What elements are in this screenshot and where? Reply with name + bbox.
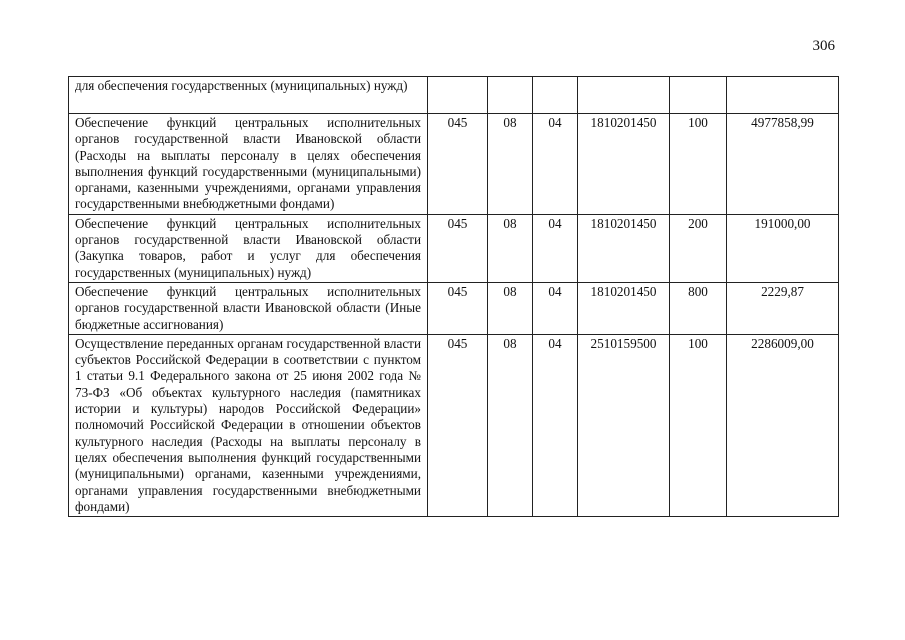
target-article-code: 1810201450 (578, 114, 670, 215)
amount-value: 2229,87 (727, 282, 839, 334)
ministry-code: 045 (428, 114, 488, 215)
target-article-code: 2510159500 (578, 334, 670, 516)
budget-table (68, 76, 839, 517)
amount-value: 2286009,00 (727, 334, 839, 516)
subsection-code: 04 (533, 282, 578, 334)
amount-value (727, 77, 839, 114)
table-row (69, 334, 839, 516)
ministry-code: 045 (428, 282, 488, 334)
amount-value: 4977858,99 (727, 114, 839, 215)
target-article-code (578, 77, 670, 114)
table-row (69, 282, 839, 334)
ministry-code: 045 (428, 334, 488, 516)
expense-type-code: 100 (670, 114, 727, 215)
subsection-code: 04 (533, 214, 578, 282)
page-number: 306 (812, 38, 835, 54)
section-code (488, 77, 533, 114)
table-row (69, 77, 839, 114)
subsection-code: 04 (533, 114, 578, 215)
section-code: 08 (488, 214, 533, 282)
section-code: 08 (488, 114, 533, 215)
row-description: Обеспечение функций центральных исполнительных органов государственной власти Ивановской области (Закупка товаров, работ и услуг для обеспечения государственных (муниципальных) нужд) (69, 214, 428, 282)
expense-type-code: 100 (670, 334, 727, 516)
section-code: 08 (488, 282, 533, 334)
row-description: Осуществление переданных органам государственной власти субъектов Российской Федерации в соответствии с пунктом 1 статьи 9.1 Федерального закона от 25 июня 2002 года № 73-ФЗ «Об объектах культурного наследия (памятниках истории и культуры) народов Российской Федерации» полномочий Российской Федерации в отношении объектов культурного наследия (Расходы на выплаты персоналу в целях обеспечения выполнения функций государственными (муниципальными) органами, казенными учреждениями, органами управления государственными внебюджетными фондами) (69, 334, 428, 516)
target-article-code: 1810201450 (578, 282, 670, 334)
row-description: Обеспечение функций центральных исполнительных органов государственной власти Ивановской области (Расходы на выплаты персоналу в целях обеспечения выполнения функций государственными (муниципальными) органами, казенными учреждениями, органами управления государственными внебюджетными фондами) (69, 114, 428, 215)
ministry-code (428, 77, 488, 114)
section-code: 08 (488, 334, 533, 516)
expense-type-code: 200 (670, 214, 727, 282)
expense-type-code: 800 (670, 282, 727, 334)
target-article-code: 1810201450 (578, 214, 670, 282)
subsection-code: 04 (533, 334, 578, 516)
row-description: Обеспечение функций центральных исполнительных органов государственной власти Ивановской области (Иные бюджетные ассигнования) (69, 282, 428, 334)
ministry-code: 045 (428, 214, 488, 282)
table-row (69, 214, 839, 282)
table-row (69, 114, 839, 215)
expense-type-code (670, 77, 727, 114)
amount-value: 191000,00 (727, 214, 839, 282)
subsection-code (533, 77, 578, 114)
row-description: для обеспечения государственных (муниципальных) нужд) (69, 77, 428, 114)
